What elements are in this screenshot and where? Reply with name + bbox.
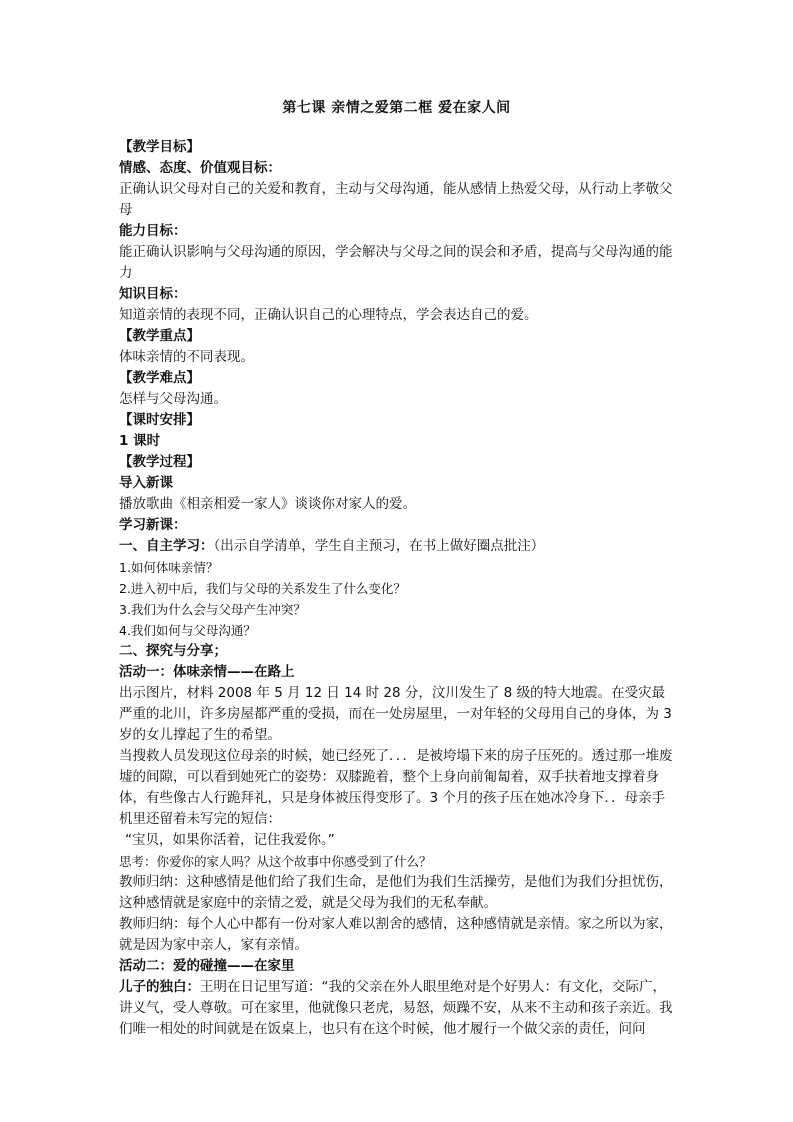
question-1: 1.如何体味亲情？ — [119, 560, 219, 575]
document-body — [119, 137, 677, 1040]
activity-1-message: “宝贝，如果你活着，记住我爱你。” — [125, 832, 335, 848]
activity-1-rescue: 当搜救人员发现这位母亲的时候，她已经死了．．．是被垮塌下来的房子压死的。透过那一堆废墟的间隙，可以看到她死亡的姿势：双膝跪着，整个上身向前匍匐着，双手扶着地支撑着身体，有些像古人行跪拜礼，只是身体被压得变形了。3 个月的孩子压在她冰冷身下．．母亲手机里还留着未写完的短信： — [119, 748, 673, 827]
activity-2-title: 活动二：爱的碰撞——在家里 — [119, 958, 295, 974]
paragraph-knowledge-goals: 知道亲情的表现不同，正确认识自己的心理特点，学会表达自己的爱。 — [119, 307, 538, 323]
subheading-intro: 导入新课 — [119, 475, 173, 491]
teacher-summary-1: 教师归纳：这种感情是他们给了我们生命，是他们为我们生活操劳，是他们为我们分担忧伤，这种感情就是家庭中的亲情之爱，就是父母为我们的无私奉献。 — [119, 874, 673, 911]
heading-key-points: 【教学重点】 — [119, 328, 200, 344]
subheading-explore: 二、探究与分享； — [119, 643, 227, 659]
question-4: 4.我们如何与父母沟通？ — [119, 623, 256, 638]
heading-difficult-points: 【教学难点】 — [119, 370, 200, 386]
activity-1-question: 思考：你爱你的家人吗？从这个故事中你感受到了什么？ — [119, 854, 432, 869]
son-monologue-text: 王明在日记里写道：“我的父亲在外人眼里绝对是个好男人：有文化，交际广，讲义气，受人尊敬。可在家里，他就像只老虎，易怒，烦躁不安，从来不主动和孩子亲近。我们唯一相处的时间就是在饭桌上，也只有在这个时候，他才履行一个做父亲的责任，问问 — [119, 979, 673, 1037]
heading-schedule: 【课时安排】 — [119, 412, 200, 428]
subheading-knowledge-goals: 知识目标： — [119, 286, 187, 302]
subheading-emotion-goals: 情感、态度、价值观目标： — [119, 160, 281, 176]
heading-teaching-goals: 【教学目标】 — [119, 139, 200, 155]
subheading-new-lesson: 学习新课： — [119, 517, 187, 533]
question-3: 3.我们为什么会与父母产生冲突？ — [119, 602, 306, 617]
heading-process: 【教学过程】 — [119, 454, 200, 470]
self-study-label: 一、自主学习： — [119, 538, 214, 554]
teacher-summary-2: 教师归纳：每个人心中都有一份对家人难以割舍的感情，这种感情就是亲情。家之所以为家，就是因为家中亲人，家有亲情。 — [119, 916, 673, 953]
paragraph-difficult-points: 怎样与父母沟通。 — [119, 391, 227, 407]
subheading-ability-goals: 能力目标： — [119, 223, 187, 239]
page-title: 第七课 亲情之爱第二框 爱在家人间 — [282, 100, 511, 116]
self-study-line — [119, 536, 677, 557]
son-monologue-label: 儿子的独白： — [119, 979, 200, 995]
son-monologue — [119, 977, 677, 1040]
activity-1-title: 活动一：体味亲情——在路上 — [119, 664, 295, 680]
question-2: 2.进入初中后，我们与父母的关系发生了什么变化？ — [119, 581, 406, 596]
paragraph-ability-goals: 能正确认识影响与父母沟通的原因，学会解决与父母之间的误会和矛盾，提高与父母沟通的能力 — [119, 244, 673, 281]
paragraph-key-points: 体味亲情的不同表现。 — [119, 349, 254, 365]
schedule-hours: 1 课时 — [119, 433, 161, 449]
paragraph-emotion-goals: 正确认识父母对自己的关爱和教育，主动与父母沟通，能从感情上热爱父母，从行动上孝敬父母 — [119, 181, 673, 218]
self-study-text: （出示自学清单，学生自主预习，在书上做好圈点批注） — [213, 538, 545, 554]
activity-1-story: 出示图片，材料 2008 年 5 月 12 日 14 时 28 分，汶川发生了 8 级的特大地震。在受灾最严重的北川，许多房屋都严重的受损，而在一处房屋里，一对年轻的父母用自己的身体，为 3 岁的女儿撑起了生的希望。 — [119, 685, 672, 743]
paragraph-intro: 播放歌曲《相亲相爱一家人》谈谈你对家人的爱。 — [119, 496, 416, 512]
